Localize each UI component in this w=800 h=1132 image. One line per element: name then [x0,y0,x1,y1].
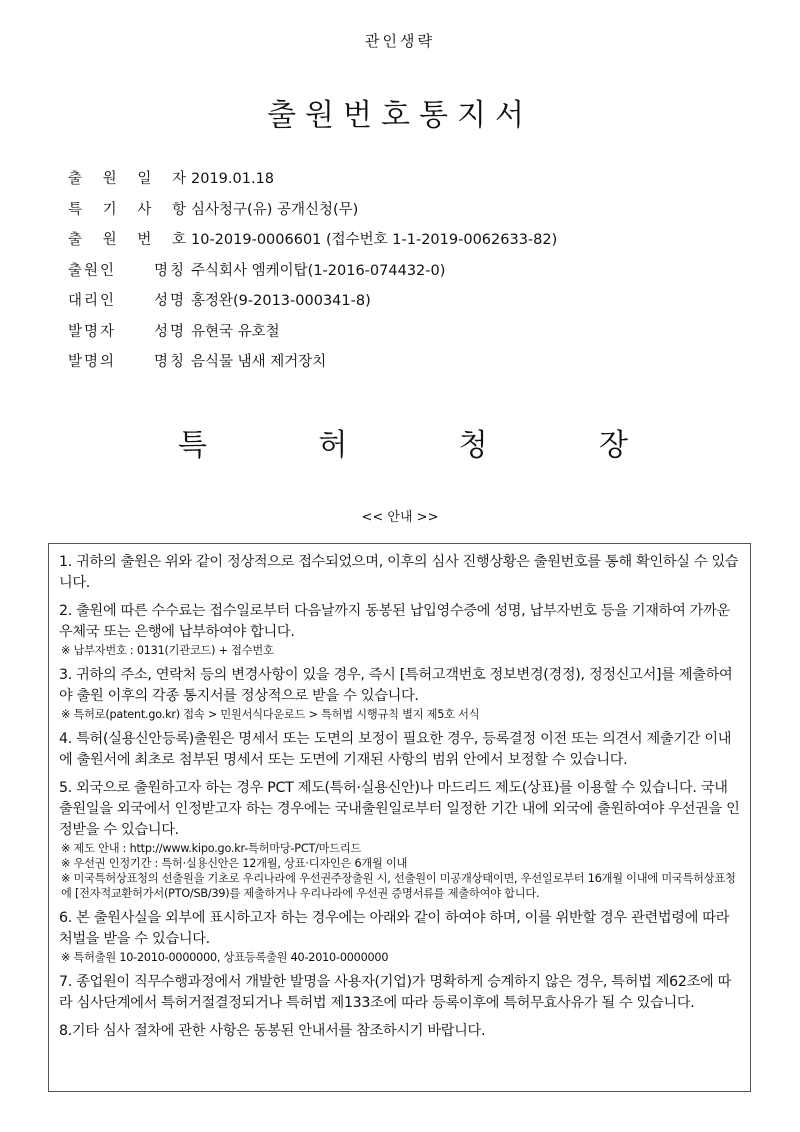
guide-note: ※ 납부자번호 : 0131(기관코드) + 접수번호 [61,644,274,657]
invention-title-value: 음식물 냄새 제거장치 [191,354,327,370]
guide-note: ※ 우선권 인정기간 : 특허·실용신안은 12개월, 상표·디자인은 6개월 이내 [61,857,408,870]
inventor-name-value: 유현국 유호철 [191,323,280,340]
special-notes-value: 심사청구(유) 공개신청(무) [191,201,359,218]
info-row-applicant-name [68,259,557,290]
info-label: 출 원 번 호 [68,232,186,248]
guide-item-6: 6. 본 출원사실을 외부에 표시하고자 하는 경우에는 아래와 같이 하여야 하며, 이를 위반할 경우 관련법령에 따라 처벌을 받을 수 있습니다. ※ 특허출원 10-2010-0000000, 상표등록출원 40-2010-0000000 [59,908,741,965]
guide-item-5: 5. 외국으로 출원하고자 하는 경우 PCT 제도(특허·실용신안)나 마드리드 제도(상표)를 이용할 수 있습니다. 국내출원일을 외국에서 인정받고자 하는 경우에는 국내출원일로부터 일정한 기간 내에 외국에 출원하여야 우선권을 인정받을 수 있습니다. ※ 제도 안내 : http://www.kipo.go.kr-특허마당-PCT/마드리드 ※ 우선권 인정기간 : 특허·실용신안은 12개월, 상표·디자인은 6개월 이내 ※ 미국특허상표청의 선출원을 기초로 우리나라에 우선권주장출원 시, 선출원이 미공개상태이면, 우선일로부터 16개월 이내에 미국특허상표청에 [전자적교환허가서(PTO/SB/39)를 제출하거나 우리나라에 우선권 증명서류를 제출하여야 합니다. [59,780,740,900]
info-row-agent-name [68,289,557,320]
info-label: 출원인 명칭 [68,262,186,279]
guide-item-2: 2. 출원에 따른 수수료는 접수일로부터 다음날까지 동봉된 납입영수증에 성명, 납부자번호 등을 기재하여 가까운 우체국 또는 은행에 납부하여야 합니다. ※ 납부자번호 : 0131(기관코드) + 접수번호 [59,601,741,658]
info-label: 출 원 일 자 [68,171,186,187]
guide-item-3: 3. 귀하의 주소, 연락처 등의 변경사항이 있을 경우, 즉시 [특허고객번호 정보변경(경정), 정정신고서]를 제출하여야 출원 이후의 각종 통지서를 정상적으로 받을 수 있습니다. ※ 특허로(patent.go.kr) 접속 > 민원서식다운로드 > 특허법 시행규칙 별지 제5호 서식 [59,665,741,722]
guide-item-1: 1. 귀하의 출원은 위와 같이 정상적으로 접수되었으며, 이후의 심사 진행상황은 출원번호를 통해 확인하실 수 있습니다. [59,554,739,591]
guide-item-8: 8.기타 심사 절차에 관한 사항은 동봉된 안내서를 참조하시기 바랍니다. [59,1023,486,1039]
guide-item-7: 7. 종업원이 직무수행과정에서 개발한 발명을 사용자(기업)가 명확하게 승계하지 않은 경우, 특허법 제62조에 따라 심사단계에서 특허거절결정되거나 특허법 제133조에 따라 등록이후에 특허무효사유가 될 수 있습니다. [59,974,732,1011]
agent-name-value: 홍정완(9-2013-000341-8) [191,293,371,309]
guide-box [48,543,751,1092]
guide-heading: << 안내 >> [361,510,439,525]
issuer-kipo-commissioner: 특 허 청 장 [178,428,628,463]
document-title: 출원번호통지서 [267,98,533,133]
info-row-inventor-name [68,320,557,351]
guide-note: ※ 특허로(patent.go.kr) 접속 > 민원서식다운로드 > 특허법 시행규칙 별지 제5호 서식 [61,708,480,721]
guide-note: ※ 제도 안내 : http://www.kipo.go.kr-특허마당-PCT/마드리드 [61,842,362,855]
guide-item-4: 4. 특허(실용신안등록)출원은 명세서 또는 도면의 보정이 필요한 경우, 등록결정 이전 또는 의견서 제출기간 이내에 출원서에 최초로 첨부된 명세서 또는 도면에 기재된 사항의 범위 안에서 보정할 수 있습니다. [59,731,732,768]
info-row-invention-title [68,350,557,381]
info-label: 특 기 사 항 [68,201,186,218]
guide-note: ※ 특허출원 10-2010-0000000, 상표등록출원 40-2010-0000000 [61,951,389,964]
guide-note: ※ 미국특허상표청의 선출원을 기초로 우리나라에 우선권주장출원 시, 선출원이 미공개상태이면, 우선일로부터 16개월 이내에 미국특허상표청에 [전자적교환허가서(PTO/SB/39)를 제출하거나 우리나라에 우선권 증명서류를 제출하여야 합니다. [61,872,736,900]
info-label: 대리인 성명 [68,293,186,309]
info-row-application-number [68,228,557,259]
application-info-table [68,167,557,381]
applicant-name-value: 주식회사 엠케이탑(1-2016-074432-0) [191,262,446,279]
info-row-filing-date [68,167,557,198]
filing-date-value: 2019.01.18 [191,171,275,187]
info-label: 발명의 명칭 [68,354,186,370]
application-number-value: 10-2019-0006601 (접수번호 1-1-2019-0062633-82) [191,232,558,248]
info-label: 발명자 성명 [68,323,186,340]
seal-omitted-note: 관인생략 [365,32,435,50]
info-row-special-notes [68,198,557,229]
